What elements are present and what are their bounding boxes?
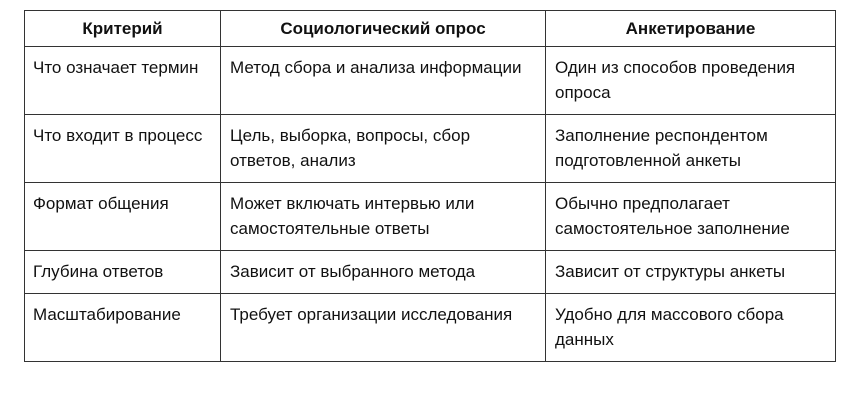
table-row <box>25 47 836 115</box>
row-criterion: Формат общения <box>25 183 221 251</box>
table-row <box>25 251 836 294</box>
row-survey-value: Требует организации исследования <box>221 294 546 362</box>
comparison-table-container <box>24 10 836 362</box>
header-sociological-survey: Социологический опрос <box>221 11 546 47</box>
row-survey-value: Метод сбора и анализа информации <box>221 47 546 115</box>
header-criterion: Критерий <box>25 11 221 47</box>
table-row <box>25 294 836 362</box>
row-questionnaire-value: Заполнение респондентом подготовленной анкеты <box>546 115 836 183</box>
row-survey-value: Может включать интервью или самостоятельные ответы <box>221 183 546 251</box>
row-questionnaire-value: Один из способов проведения опроса <box>546 47 836 115</box>
row-criterion: Что входит в процесс <box>25 115 221 183</box>
comparison-table <box>24 10 836 362</box>
row-questionnaire-value: Удобно для массового сбора данных <box>546 294 836 362</box>
table-row <box>25 183 836 251</box>
row-criterion: Что означает термин <box>25 47 221 115</box>
row-criterion: Глубина ответов <box>25 251 221 294</box>
row-survey-value: Цель, выборка, вопросы, сбор ответов, анализ <box>221 115 546 183</box>
row-criterion: Масштабирование <box>25 294 221 362</box>
row-survey-value: Зависит от выбранного метода <box>221 251 546 294</box>
table-row <box>25 115 836 183</box>
header-questionnaire: Анкетирование <box>546 11 836 47</box>
row-questionnaire-value: Зависит от структуры анкеты <box>546 251 836 294</box>
row-questionnaire-value: Обычно предполагает самостоятельное заполнение <box>546 183 836 251</box>
table-header-row <box>25 11 836 47</box>
